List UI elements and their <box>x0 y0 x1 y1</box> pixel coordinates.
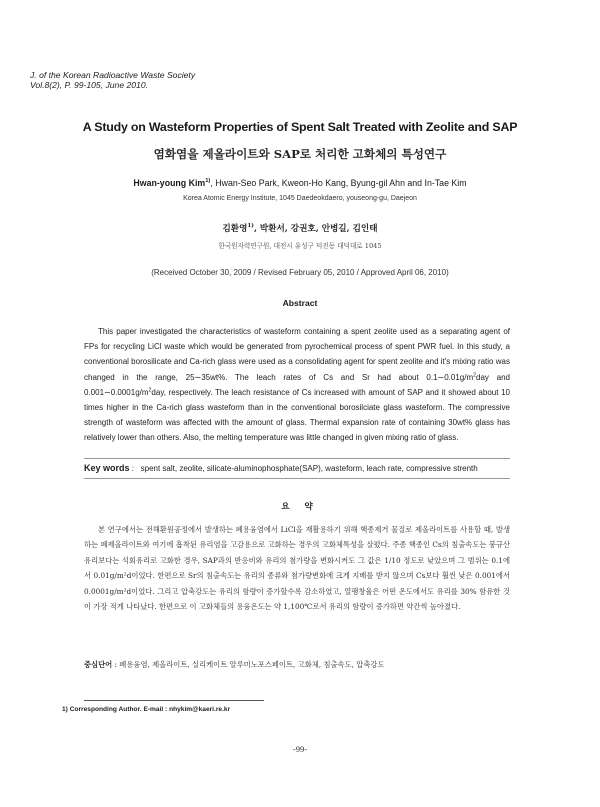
affiliation-english: Korea Atomic Energy Institute, 1045 Daedeokdaero, youseong-gu, Daejeon <box>183 195 417 202</box>
abstract-paragraph <box>84 324 510 446</box>
abstract-heading: Abstract <box>282 298 318 308</box>
korean-summary-body <box>84 522 510 614</box>
keywords-separator: : <box>129 464 141 473</box>
journal-citation <box>30 70 195 90</box>
keywords-list: spent salt, zeolite, silicate-aluminophosphate(SAP), wasteform, leach rate, compressive strenth <box>140 464 478 473</box>
korean-summary-heading: 요 약 <box>281 502 319 512</box>
journal-volume: Vol.8(2), P. 99-105, June 2010. <box>30 80 149 90</box>
keywords-korean <box>84 660 510 670</box>
corresponding-author-footnote: 1) Corresponding Author. E-mail : nhykim@kaeri.re.kr <box>62 706 231 713</box>
footnote-rule <box>84 700 264 701</box>
author-footnote-marker: 1) <box>205 178 211 185</box>
paper-title-english: A Study on Wasteform Properties of Spent Salt Treated with Zeolite and SAP <box>82 120 518 134</box>
abstract-text-part-2: day and 0.001∼0.0001g/m <box>84 372 511 397</box>
abstract-text-part-1: This paper investigated the characteristics of wasteform containing a spent zeolite used as a separating agent of FPs for recycling LiCl waste which would be generated from pyrochemical process of spent PWR fuel. In this study, a conventional borosilicate and Ca-rich glass were used as a consolidating agent for spent zeolite and it's mixing ratio was changed in the range, 25∼35wt%. The leach rates of Cs and Sr had about 0.1∼0.01g/m <box>84 327 510 382</box>
journal-name: J. of the Korean Radioactive Waste Society <box>30 70 196 80</box>
first-author: Hwan-young Kim <box>133 178 206 188</box>
divider-top <box>84 458 510 459</box>
affiliation-korean: 한국원자력연구원, 대전시 유성구 덕진동 대덕대로 1045 <box>218 242 382 250</box>
keywords-english <box>84 463 510 473</box>
abstract-body <box>84 324 510 446</box>
page-number: -99- <box>292 744 308 754</box>
keywords-korean-heading: 중심단어 <box>84 660 113 669</box>
first-author-korean: 김환영 <box>222 224 248 234</box>
superscript: 2 <box>473 371 477 378</box>
authors-korean <box>0 222 600 234</box>
co-authors-korean: , 박환서, 강권호, 안병길, 김인태 <box>253 224 378 234</box>
co-authors: , Hwan-Seo Park, Kweon-Ho Kang, Byung-gil Ahn and In-Tae Kim <box>210 178 467 188</box>
abstract-text-part-3: day, respectively. The leach resistance of Cs increased with amount of SAP and it showed about 10 times higher in the Ca-rich glass wasteform than in the conventional borosilciate glass wasteform. The compressive strength of wasteform was affected with the amount of glass. Thermal expansion rate of containing 30wt% glass has relatively lower than others. Also, the melting temperature was little changed in given mixing ratio of glass. <box>84 387 510 443</box>
paper-title-korean: 염화염을 제올라이트와 SAP로 처리한 고화체의 특성연구 <box>153 147 447 161</box>
received-dates: (Received October 30, 2009 / Revised February 05, 2010 / Approved April 06, 2010) <box>151 268 449 277</box>
keywords-korean-list: : 폐용융염, 제올라이트, 실리케이트 알루미노포스페이트, 고화체, 침출속도, 압축강도 <box>112 660 385 669</box>
authors-english <box>0 178 600 188</box>
keywords-heading: Key words <box>84 463 130 473</box>
divider-bottom <box>84 478 510 479</box>
author-footnote-marker-korean: 1) <box>247 223 254 230</box>
superscript: 2 <box>148 387 152 394</box>
korean-summary-paragraph: 본 연구에서는 전해환원공정에서 발생하는 폐용융염에서 LiCl을 재활용하기 위해 핵종제거 물질로 제올라이트를 사용할 때, 발생하는 폐제올라이트와 여기에 흡착된 유리염을 고감용으로 고화하는 경우의 고화체특성을 살폈다. 주종 핵종인 Cs의 침출속도는 붕규산유리보다는 석회유리로 고화한 경우, SAP과의 반응비와 유리의 첨가량을 변화시켜도 그 값은 1/10 정도로 낮았으며 그 범위는 0.1에서 0.01g/m²d이었다. 한편으로 Sr의 침출속도는 유리의 종류와 첨가량변화에 크게 지배를 받지 않으며 Cs보다 훨씬 낮은 0.001에서 0.0001g/m²d이었다. 그리고 압축강도는 유리의 함량이 증가할수록 감소하였고, 열팽창율은 어떤 온도에서도 유리를 30% 함유한 것이 가장 적게 나타났다. 한편으로 이 고화체들의 용융온도는 약 1,100℃로서 유리의 함량이 증가하면 약간씩 높아졌다. <box>84 525 510 612</box>
